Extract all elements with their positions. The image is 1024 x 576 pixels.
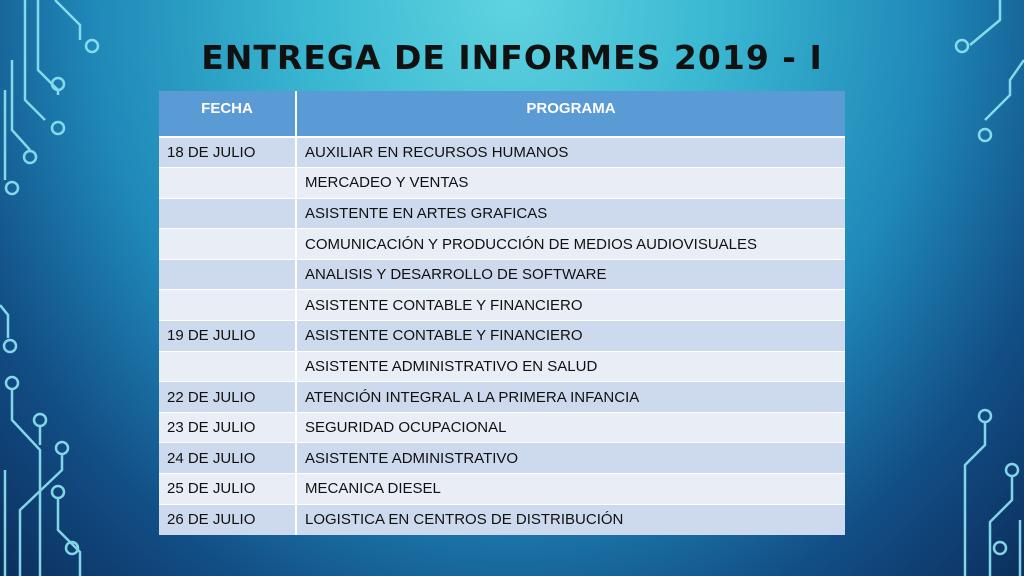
cell-programa: ATENCIÓN INTEGRAL A LA PRIMERA INFANCIA [296, 382, 845, 413]
table-row [159, 351, 845, 382]
cell-programa: MECANICA DIESEL [296, 474, 845, 505]
cell-fecha [159, 168, 296, 199]
cell-fecha: 22 DE JULIO [159, 382, 296, 413]
circuit-node [52, 122, 64, 134]
cell-programa: ANALISIS Y DESARROLLO DE SOFTWARE [296, 259, 845, 290]
cell-programa: AUXILIAR EN RECURSOS HUMANOS [296, 137, 845, 168]
table-row [159, 504, 845, 535]
circuit-line [965, 423, 985, 576]
table-row [159, 474, 845, 505]
cell-fecha: 26 DE JULIO [159, 504, 296, 535]
cell-programa: ASISTENTE ADMINISTRATIVO [296, 443, 845, 474]
circuit-node [34, 414, 46, 426]
cell-programa: MERCADEO Y VENTAS [296, 168, 845, 199]
cell-programa: ASISTENTE ADMINISTRATIVO EN SALUD [296, 351, 845, 382]
cell-programa: LOGISTICA EN CENTROS DE DISTRIBUCIÓN [296, 504, 845, 535]
cell-fecha: 23 DE JULIO [159, 412, 296, 443]
cell-programa: ASISTENTE CONTABLE Y FINANCIERO [296, 290, 845, 321]
circuit-node [52, 486, 64, 498]
table-row [159, 137, 845, 168]
header-fecha: FECHA [159, 91, 296, 137]
circuit-node [4, 340, 16, 352]
circuit-node [56, 442, 68, 454]
table-row [159, 198, 845, 229]
table-row [159, 168, 845, 199]
table-row [159, 382, 845, 413]
circuit-node [6, 377, 18, 389]
table-row [159, 412, 845, 443]
table-row [159, 229, 845, 260]
circuit-node [6, 182, 18, 194]
cell-fecha: 18 DE JULIO [159, 137, 296, 168]
table-row [159, 321, 845, 352]
cell-programa: ASISTENTE CONTABLE Y FINANCIERO [296, 321, 845, 352]
circuit-node [24, 151, 36, 163]
circuit-line [990, 477, 1012, 576]
cell-fecha [159, 259, 296, 290]
circuit-node [979, 129, 991, 141]
circuit-node [52, 78, 64, 90]
circuit-node [979, 410, 991, 422]
cell-fecha [159, 229, 296, 260]
circuit-node [1006, 464, 1018, 476]
table-row [159, 290, 845, 321]
cell-fecha [159, 290, 296, 321]
cell-fecha: 24 DE JULIO [159, 443, 296, 474]
circuit-line [58, 499, 80, 576]
circuit-line [12, 390, 40, 576]
table-row [159, 259, 845, 290]
cell-programa: SEGURIDAD OCUPACIONAL [296, 412, 845, 443]
slide-title: ENTREGA DE INFORMES 2019 - I [201, 38, 823, 77]
circuit-line [0, 305, 8, 338]
circuit-line [55, 0, 80, 40]
schedule-table [159, 91, 845, 535]
cell-fecha: 25 DE JULIO [159, 474, 296, 505]
cell-fecha [159, 351, 296, 382]
cell-fecha: 19 DE JULIO [159, 321, 296, 352]
header-programa: PROGRAMA [296, 91, 845, 137]
table-header-row [159, 91, 845, 137]
cell-programa: ASISTENTE EN ARTES GRAFICAS [296, 198, 845, 229]
circuit-node [994, 542, 1006, 554]
cell-fecha [159, 198, 296, 229]
table-row [159, 443, 845, 474]
cell-programa: COMUNICACIÓN Y PRODUCCIÓN DE MEDIOS AUDIOVISUALES [296, 229, 845, 260]
